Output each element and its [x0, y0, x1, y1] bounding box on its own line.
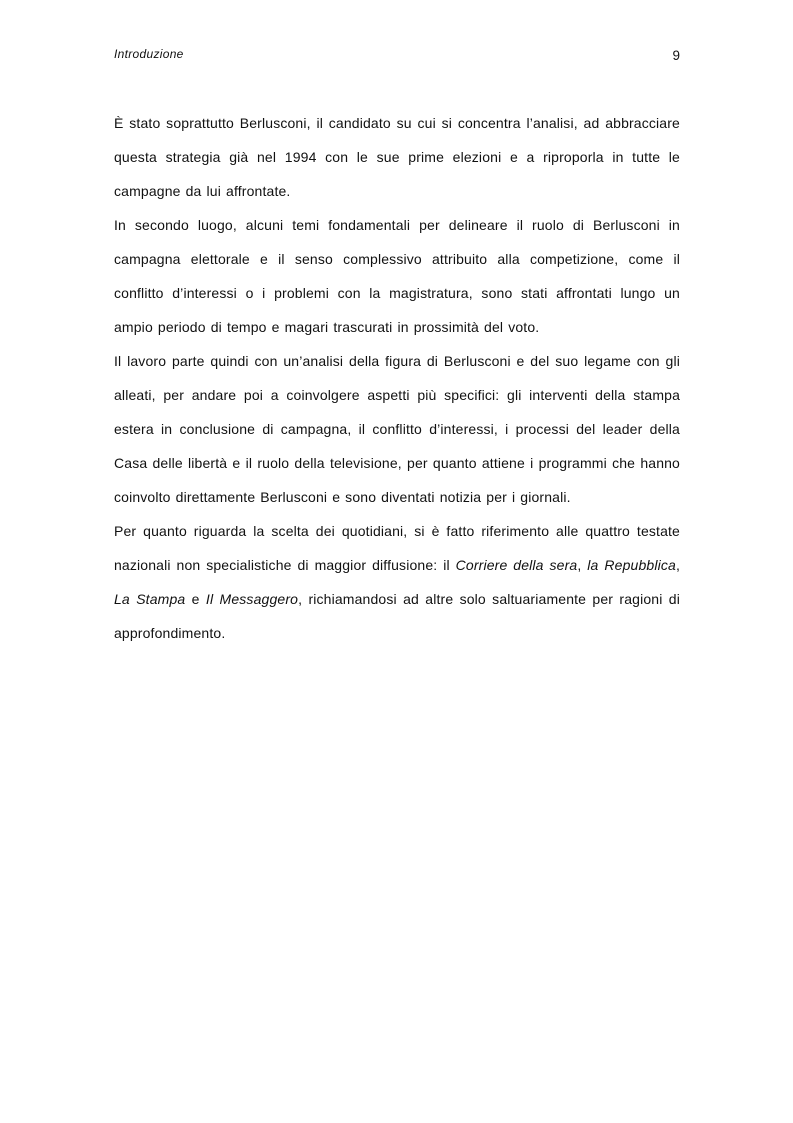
- newspaper-title-messaggero: Il Messaggero: [205, 591, 299, 607]
- separator: e: [185, 591, 206, 607]
- paragraph-1: È stato soprattutto Berlusconi, il candidato su cui si concentra l’analisi, ad abbracciare questa strategia già nel 1994 con le sue prime elezioni e a riproporla in tutte le campagne da lui affrontate.: [114, 115, 680, 199]
- page-header: [114, 47, 680, 67]
- paragraph-4-outro: , richiamandosi ad altre solo saltuariamente per ragioni di approfondimento.: [114, 591, 681, 641]
- main-text: [114, 106, 680, 650]
- page-number: 9: [672, 48, 680, 63]
- paragraph-4-intro: Per quanto riguarda la scelta dei quotidiani, si è fatto riferimento alle quattro testate nazionali non specialistiche di maggior diffusione: il: [114, 523, 680, 573]
- newspaper-title-stampa: La Stampa: [114, 591, 186, 607]
- paragraph-3: Il lavoro parte quindi con un’analisi della figura di Berlusconi e del suo legame con gli alleati, per andare poi a coinvolgere aspetti più specifici: gli interventi della stampa estera in conclusione di campagna, il conflitto d’interessi, i processi del leader della Casa delle libertà e il ruolo della televisione, per quanto attiene i programmi che hanno coinvolto direttamente Berlusconi e sono diventati notizia per i giornali.: [114, 353, 680, 505]
- separator: ,: [577, 557, 588, 573]
- newspaper-title-repubblica: la Repubblica: [587, 557, 676, 573]
- paragraph-4: [114, 514, 680, 650]
- newspaper-title-corriere: Corriere della sera: [455, 557, 578, 573]
- chapter-title: Introduzione: [114, 47, 184, 61]
- separator: ,: [675, 557, 680, 573]
- paragraph-2: In secondo luogo, alcuni temi fondamentali per delineare il ruolo di Berlusconi in campagna elettorale e il senso complessivo attribuito alla competizione, come il conflitto d’interessi o i problemi con la magistratura, sono stati affrontati lungo un ampio periodo di tempo e magari trascurati in prossimità del voto.: [114, 217, 680, 335]
